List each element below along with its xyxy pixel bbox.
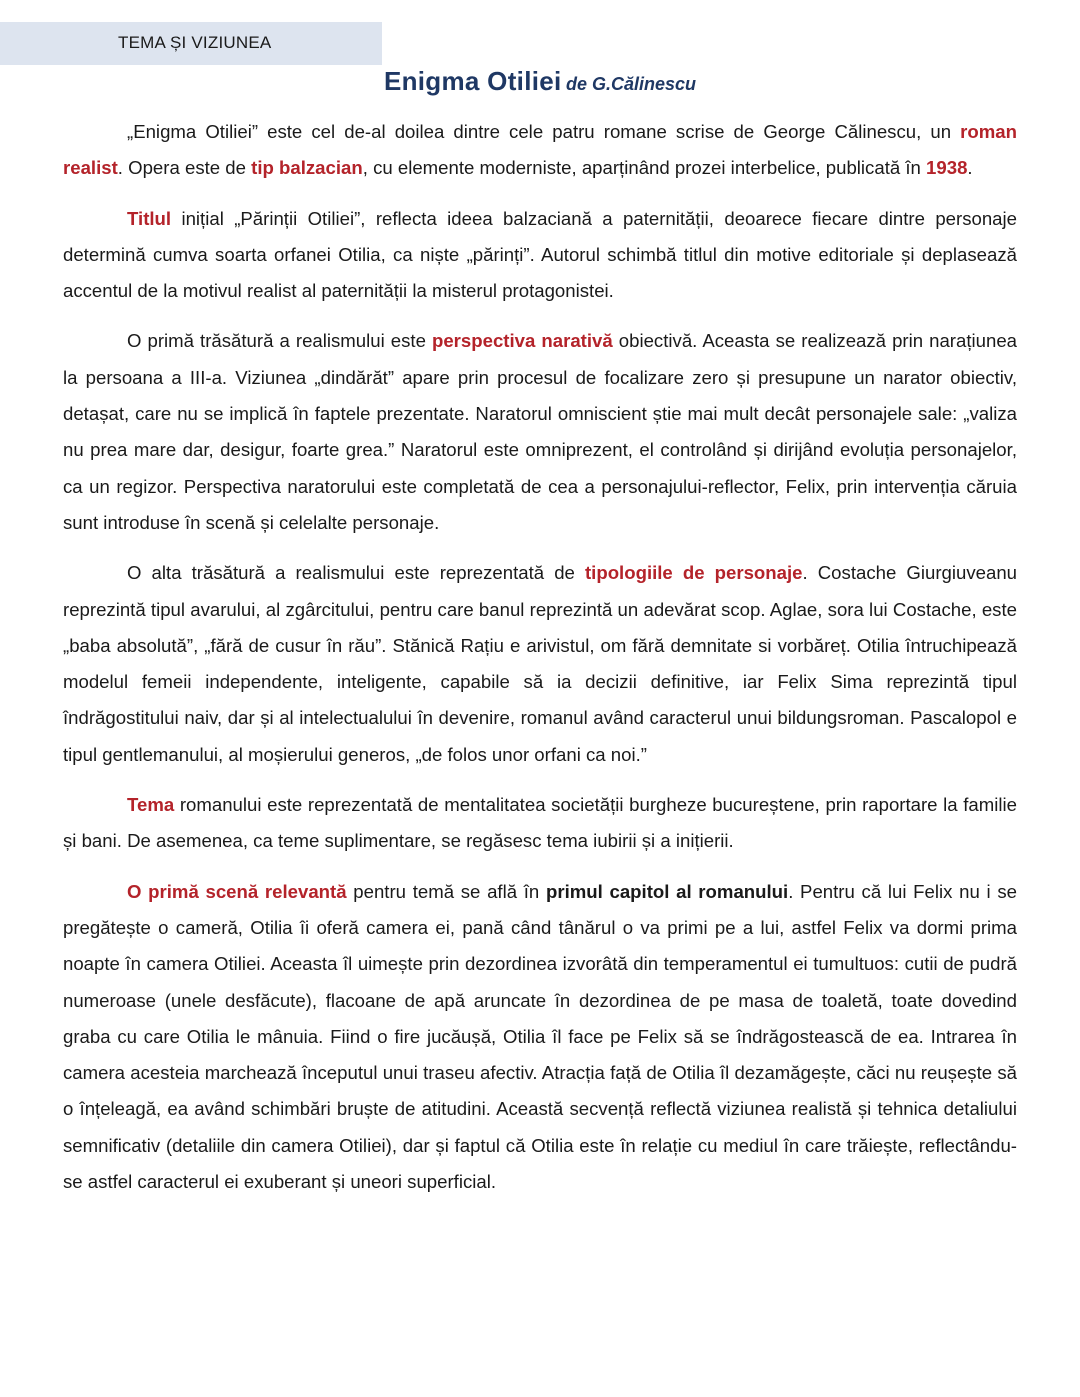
text: . Pentru că lui Felix nu i se pregătește o cameră, Otilia îi oferă camera ei, pană când tânărul o va primi pe a lui, astfel Felix va dormi prima noapte în camera Otiliei. Aceasta îl uimește prin dezordinea izvorâtă din temperamentul ei tumultuos: cutii de pudră numeroase (unele desfăcute), flacoane de apă aruncate în dezordinea de pe masa de toaletă, toate dovedind graba cu care Otilia le mânuia. Fiind o fire jucăușă, Otilia îl face pe Felix să se îndrăgostească de ea. Intrarea în camera acesteia marchează începutul unui traseu afectiv. Atracția față de Otilia îl dezamăgește, căci nu reușește să o înțeleagă, ea având schimbări bruște de atitudini. Această secvență reflectă viziunea realistă și tehnica detaliului semnificativ (detaliile din camera Otiliei), dar și faptul că Otilia este în relație cu mediul în care trăiește, reflectându-se astfel caracterul ei exuberant și uneori superficial. bbox=[63, 880, 1017, 1193]
header-label: TEMA ȘI VIZIUNEA bbox=[118, 33, 272, 52]
paragraph-scene bbox=[63, 874, 1017, 1201]
highlight: perspectiva narativă bbox=[431, 330, 613, 352]
paragraph-typologies bbox=[63, 555, 1017, 773]
title-main: Enigma Otiliei bbox=[383, 66, 562, 96]
text: , cu elemente moderniste, aparținând prozei interbelice, publicată în bbox=[362, 157, 927, 179]
highlight: Titlul bbox=[127, 207, 172, 229]
paragraph-title bbox=[63, 201, 1017, 310]
document-body bbox=[63, 114, 1017, 1214]
highlight: 1938 bbox=[926, 157, 968, 179]
header-band bbox=[0, 22, 382, 65]
text: pentru temă se află în bbox=[346, 880, 546, 902]
text: romanului este reprezentată de mentalitatea societății burgheze bucureștene, prin raportare la familie și bani. De asemenea, ca teme suplimentare, se regăsesc tema iubirii și a inițierii. bbox=[63, 794, 1017, 852]
highlight: Tema bbox=[127, 794, 175, 816]
title-author: de G.Călinescu bbox=[565, 74, 697, 94]
text: „Enigma Otiliei” este cel de-al doilea dintre cele patru romane scrise de George Călinescu, un bbox=[127, 121, 961, 142]
paragraph-intro bbox=[63, 114, 1017, 187]
document-title bbox=[0, 66, 1080, 97]
paragraph-theme bbox=[63, 787, 1017, 860]
text: O alta trăsătură a realismului este reprezentată de bbox=[127, 562, 585, 584]
text: . bbox=[967, 157, 973, 179]
text: inițial „Părinții Otiliei”, reflecta ideea balzaciană a paternității, deoarece fiecare dintre personaje determină cumva soarta orfanei Otilia, ca niște „părinți”. Autorul schimbă titlul din motive editoriale și deplasează accentul de la motivul realist al paternității la misterul protagonistei. bbox=[63, 207, 1017, 302]
highlight: tipologiile de personaje bbox=[584, 562, 803, 584]
text: obiectivă. Aceasta se realizează prin narațiunea la persoana a III-a. Viziunea „dindărăt” apare prin procesul de focalizare zero și presupune un narator obiectiv, detașat, care nu se implică în faptele prezentate. Naratorul omniscient știe mai mult decât personajele sale: „valiza nu prea mare dar, desigur, foarte grea.” Naratorul este omniprezent, el controlând și dirijând evoluția personajelor, ca un regizor. Perspectiva naratorului este completată de cea a personajului-reflector, Felix, prin intervenția căruia sunt introduse în scenă și celelalte personaje. bbox=[63, 330, 1017, 533]
text: O primă trăsătură a realismului este bbox=[127, 330, 432, 352]
bold-text: primul capitol al romanului bbox=[545, 880, 789, 902]
highlight: tip balzacian bbox=[251, 157, 363, 179]
text: . Costache Giurgiuveanu reprezintă tipul avarului, al zgârcitului, pentru care banul reprezintă un adevărat scop. Aglae, sora lui Costache, este „baba absolută”, „fără de cusur în rău”. Stănică Rațiu e arivistul, om fără demnitate si vorbăreț. Otilia întruchipează modelul femeii independente, inteligente, capabile să ia decizii definitive, iar Felix Sima reprezintă tipul îndrăgostitului naiv, dar și al intelectualului în devenire, romanul având caracterul unui bildungsroman. Pascalopol e tipul gentlemanului, al moșierului generos, „de folos unor orfani ca noi.” bbox=[63, 562, 1017, 765]
paragraph-perspective bbox=[63, 323, 1017, 541]
highlight: roman realist bbox=[63, 121, 1017, 179]
text: . Opera este de bbox=[117, 157, 252, 179]
highlight: O primă scenă relevantă bbox=[127, 880, 347, 902]
